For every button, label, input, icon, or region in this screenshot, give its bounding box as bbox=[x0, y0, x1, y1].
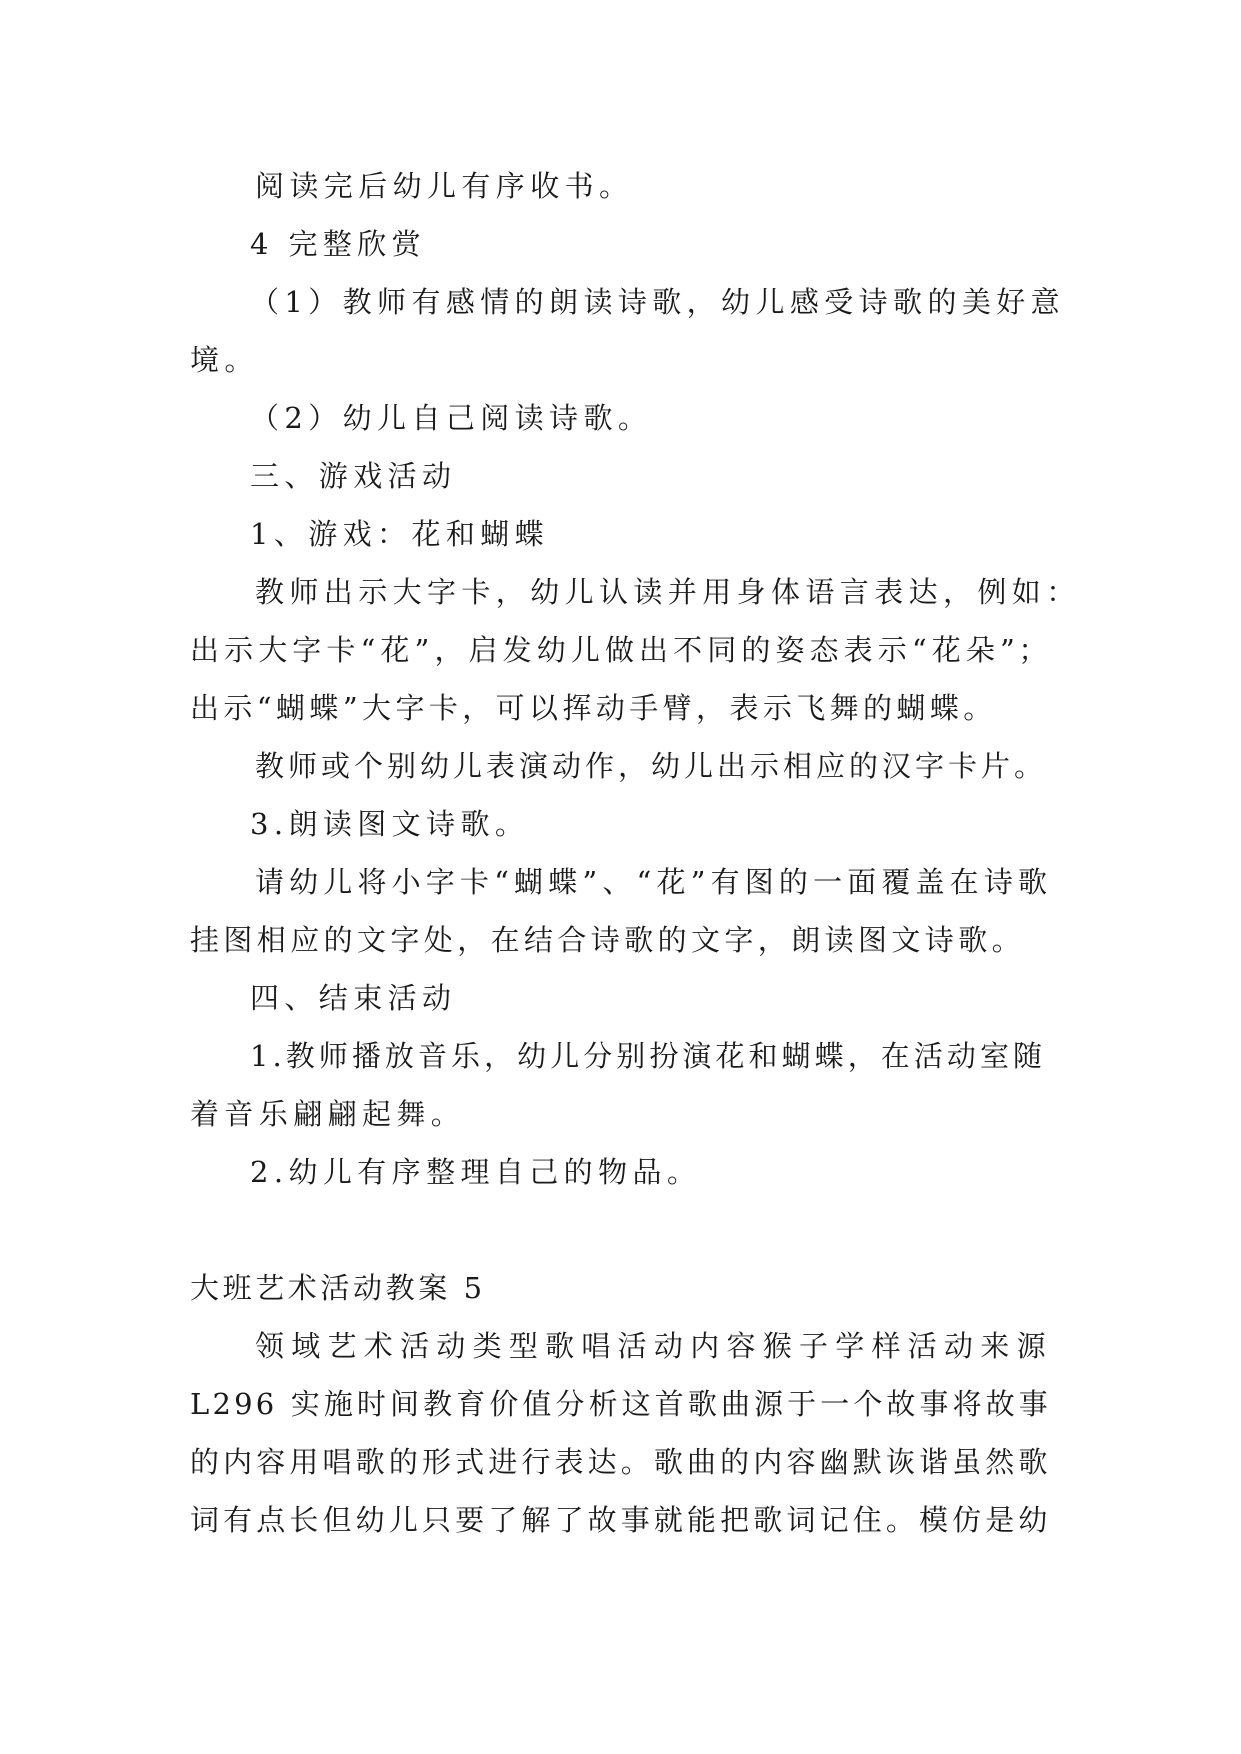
paragraph-line: 出示“蝴蝶”大字卡，可以挥动手臂，表示飞舞的蝴蝶。 bbox=[190, 691, 997, 725]
paragraph-line: （1）教师有感情的朗读诗歌，幼儿感受诗歌的美好意 bbox=[250, 285, 1066, 319]
paragraph-line: 挂图相应的文字处，在结合诗歌的文字，朗读图文诗歌。 bbox=[190, 923, 1026, 957]
paragraph-line: 着音乐翩翩起舞。 bbox=[190, 1097, 466, 1131]
paragraph-line: 教师或个别幼儿表演动作，幼儿出示相应的汉字卡片。 bbox=[255, 749, 1048, 783]
paragraph-line: 境。 bbox=[190, 343, 259, 377]
paragraph-line: 的内容用唱歌的形式进行表达。歌曲的内容幽默诙谐虽然歌 bbox=[190, 1445, 1051, 1479]
paragraph-line: 阅读完后幼儿有序收书。 bbox=[255, 169, 634, 203]
section-heading: 3.朗读图文诗歌。 bbox=[250, 807, 530, 841]
paragraph-line: 2.幼儿有序整理自己的物品。 bbox=[250, 1155, 702, 1189]
section-heading: 三、游戏活动 bbox=[250, 459, 457, 493]
section-heading: 四、结束活动 bbox=[250, 981, 457, 1015]
paragraph-line: 领域艺术活动类型歌唱活动内容猴子学样活动来源 bbox=[255, 1329, 1051, 1363]
paragraph-line: 词有点长但幼儿只要了解了故事就能把歌词记住。模仿是幼 bbox=[190, 1503, 1051, 1537]
paragraph-line: 教师出示大字卡，幼儿认读并用身体语言表达，例如： bbox=[255, 575, 1081, 609]
paragraph-line: 请幼儿将小字卡“蝴蝶”、“花”有图的一面覆盖在诗歌 bbox=[255, 865, 1051, 899]
paragraph-line: 1.教师播放音乐，幼儿分别扮演花和蝴蝶，在活动室随 bbox=[250, 1039, 1046, 1073]
paragraph-line: L296 实施时间教育价值分析这首歌曲源于一个故事将故事 bbox=[190, 1387, 1051, 1421]
paragraph-line: 出示大字卡“花”，启发幼儿做出不同的姿态表示“花朵”； bbox=[190, 633, 1051, 667]
section-heading: 1、游戏：花和蝴蝶 bbox=[250, 517, 550, 551]
document-title: 大班艺术活动教案 5 bbox=[190, 1271, 486, 1305]
paragraph-line: （2）幼儿自己阅读诗歌。 bbox=[250, 401, 653, 435]
section-heading: 4 完整欣赏 bbox=[250, 227, 427, 261]
